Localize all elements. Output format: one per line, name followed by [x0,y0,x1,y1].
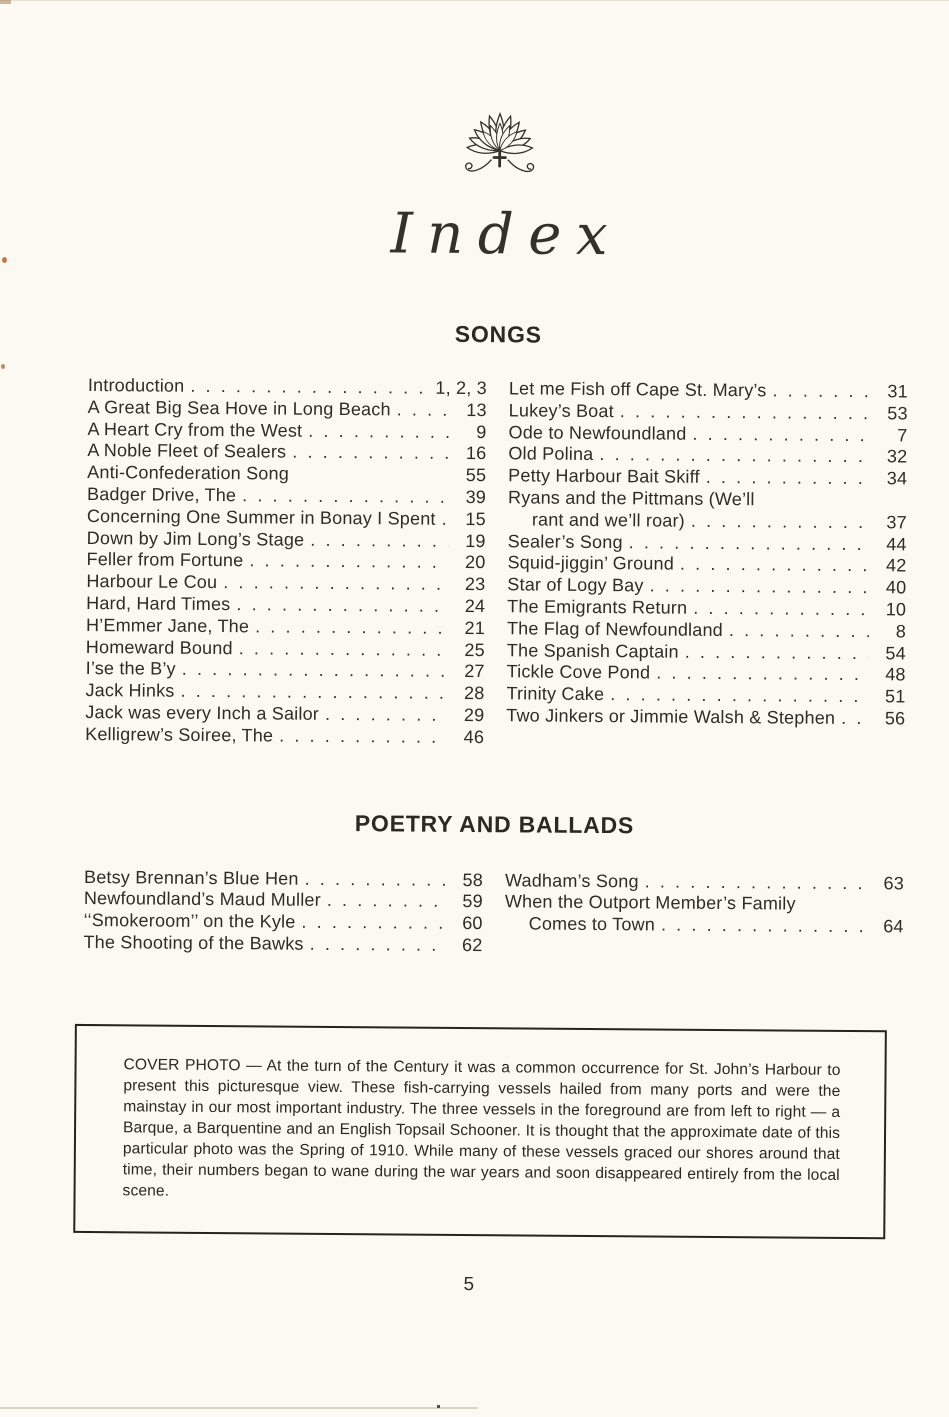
entry-page-number: 19 [454,530,486,552]
leader-dots [305,868,447,891]
entry-page-number: 55 [454,465,486,487]
index-entry [86,549,485,574]
entry-title: Petty Harbour Bait Skiff [508,465,700,488]
entry-title: H’Emmer Jane, The [86,615,249,638]
poetry-column-left [83,867,483,957]
entry-page-number: 44 [875,534,907,556]
index-entry [86,658,485,683]
leader-dots [772,380,871,403]
index-entry [507,553,906,578]
entry-page-number: 51 [873,686,905,708]
leader-dots [279,725,447,748]
entry-title: A Heart Cry from the West [87,419,302,442]
entry-page-number: 39 [454,487,486,509]
entry-title: Comes to Town [505,913,655,936]
leader-dots [442,509,449,531]
index-entry [506,683,905,708]
entry-page-number: 23 [453,574,485,596]
poetry-section-heading: POETRY AND BALLADS [84,808,904,841]
leader-dots [680,554,870,577]
index-entry [87,484,486,509]
entry-page-number: 37 [875,512,907,534]
index-entry [87,462,486,487]
leader-dots [629,532,870,556]
songs-column-left [85,375,487,749]
leader-dots [292,442,449,465]
entry-title: Ryans and the Pittmans (We’ll [508,487,755,511]
entry-title: Ode to Newfoundland [508,422,686,445]
entry-title: Let me Fish off Cape St. Mary’s [509,378,767,402]
songs-column-right [506,378,908,752]
entry-title: Newfoundland’s Maud Muller [84,888,321,912]
entry-title: Squid-jiggin’ Ground [507,553,674,576]
scan-speck [2,257,7,263]
scan-bottom-edge [0,1407,478,1409]
entry-title: ‘‘Smokeroom’’ on the Kyle [84,910,296,933]
leader-dots [190,376,430,400]
entry-title: Hard, Hard Times [86,593,230,616]
scan-corner-speck [0,0,11,4]
index-entry [509,400,908,425]
leader-dots [301,912,445,935]
entry-title: Tickle Cove Pond [507,662,651,685]
leader-dots [693,598,869,621]
entry-title: Homeward Bound [86,637,233,660]
leader-dots [255,616,448,639]
entry-title: When the Outport Member’s Family [505,892,796,916]
index-entry [84,867,483,892]
entry-title: Trinity Cake [506,683,604,706]
entry-title: Old Polina [508,444,593,466]
entry-page-number: 60 [451,913,483,935]
index-entry [85,680,484,705]
leader-dots [180,681,447,705]
entry-title: The Shooting of the Bawks [83,932,303,956]
leader-dots [645,871,867,895]
entry-title: Betsy Brennan’s Blue Hen [84,867,299,890]
entry-title: Two Jinkers or Jimmie Walsh & Stephen [506,705,835,729]
entry-title: I’se the B’y [86,658,176,681]
songs-section-heading: SONGS [88,318,908,351]
leader-dots [661,915,867,938]
cover-photo-note-box [73,1024,887,1239]
entry-title: The Emigrants Return [507,596,687,619]
entry-page-number: 64 [872,916,904,938]
page-number: 5 [59,1271,879,1299]
index-entry [507,618,906,643]
page-content [81,0,911,1299]
scan-bottom-dot [437,1405,440,1408]
entry-page-number: 46 [452,727,484,749]
index-entry [505,870,904,895]
entry-title: Star of Logy Bay [507,574,643,597]
leader-dots [620,401,871,425]
entry-title: Concerning One Summer in Bonay I Spent [87,506,436,531]
entry-page-number: 32 [875,447,907,469]
entry-title: Jack was every Inch a Sailor [85,702,319,726]
index-entry [87,419,486,444]
entry-page-number: 34 [875,468,907,490]
entry-page-number: 58 [451,869,483,891]
leader-dots [242,485,449,508]
leader-dots [327,890,446,913]
poetry-index [83,867,904,961]
entry-title: Badger Drive, The [87,484,236,507]
leader-dots [599,444,870,468]
index-entry [86,615,485,640]
leader-dots [236,594,448,617]
entry-page-number: 42 [874,556,906,578]
leader-dots [223,572,448,596]
index-entry [84,910,483,935]
page-title: Index [89,199,909,270]
leader-dots [182,659,448,683]
entry-page-number: 29 [452,705,484,727]
index-entry [88,397,487,422]
entry-page-number: 21 [453,618,485,640]
entry-page-number: 48 [874,665,906,687]
index-entry [507,662,906,687]
entry-page-number: 15 [454,509,486,531]
poetry-column-right [504,870,904,960]
thistle-ornament-icon [454,76,545,193]
entry-title: Feller from Fortune [86,549,243,572]
leader-dots [397,399,450,421]
leader-dots [610,684,868,708]
entry-title: The Flag of Newfoundland [507,618,723,641]
entry-page-number: 8 [874,621,906,643]
entry-title: Down by Jim Long’s Stage [87,528,305,552]
entry-page-number: 53 [876,403,908,425]
entry-title: Introduction [88,375,185,398]
index-entry [86,593,485,618]
entry-title: Harbour Le Cou [86,571,217,594]
index-entry [86,571,485,596]
index-entry [508,487,907,512]
entry-page-number: 31 [876,381,908,403]
entry-title: Sealer’s Song [508,531,623,554]
index-entry [88,375,487,400]
entry-page-number: 62 [450,935,482,957]
leader-dots [692,423,870,446]
leader-dots [295,480,449,481]
index-entry [85,724,484,749]
leader-dots [729,620,869,643]
entry-page-number: 63 [872,873,904,895]
entry-page-number: 54 [874,643,906,665]
index-entry [508,444,907,469]
index-entry [87,528,486,553]
leader-dots [325,704,447,727]
entry-page-number: 25 [453,639,485,661]
index-entry [509,378,908,403]
entry-page-number: 28 [452,683,484,705]
index-entry [505,892,904,917]
entry-page-number: 24 [453,596,485,618]
index-entry [87,506,486,531]
leader-dots [308,420,449,443]
leader-dots [239,638,448,661]
index-entry [507,640,906,665]
leader-dots [310,934,446,957]
index-entry [83,932,482,957]
entry-title: Lukey’s Boat [509,400,614,423]
entry-title: Wadham’s Song [505,870,639,893]
index-entry [507,596,906,621]
leader-dots [650,576,870,600]
entry-title: A Great Big Sea Hove in Long Beach [88,397,391,421]
entry-page-number: 1, 2, 3 [435,378,487,400]
leader-dots [656,663,869,686]
leader-dots [691,511,870,534]
leader-dots [685,641,869,664]
entry-page-number: 59 [451,891,483,913]
entry-title: Jack Hinks [85,680,174,702]
entry-page-number: 27 [453,661,485,683]
entry-page-number: 56 [873,708,905,730]
index-entry [508,531,907,556]
leader-dots [761,505,870,506]
leader-dots [802,910,867,911]
scan-speck [1,364,5,369]
entry-page-number: 16 [454,443,486,465]
index-entry [508,509,907,534]
entry-page-number: 40 [874,577,906,599]
entry-title: Anti-Confederation Song [87,462,289,485]
leader-dots [310,529,449,552]
index-entry [507,574,906,599]
songs-index [85,375,908,752]
entry-page-number: 7 [875,425,907,447]
index-entry [86,637,485,662]
index-entry [85,702,484,727]
leader-dots [841,708,868,730]
index-entry [505,913,904,938]
leader-dots [706,467,871,490]
entry-title: A Noble Fleet of Sealers [87,440,286,463]
index-entry [508,465,907,490]
entry-title: The Spanish Captain [507,640,679,663]
scan-top-edge [0,0,949,1]
leader-dots [249,551,448,574]
index-entry [506,705,905,730]
entry-title: rant and we’ll roar) [508,509,685,532]
entry-page-number: 13 [455,400,487,422]
index-entry [508,422,907,447]
entry-page-number: 20 [453,552,485,574]
index-entry [84,888,483,913]
index-entry [87,440,486,465]
entry-title: Kelligrew’s Soiree, The [85,724,273,747]
entry-page-number: 10 [874,599,906,621]
entry-page-number: 9 [454,421,486,443]
cover-photo-note: COVER PHOTO — At the turn of the Century it was a common occurrence for St. John’s Harbour to present this picturesque view. These fish-carrying vessels hailed from many ports and were the mainstay in our most important industry. The three vessels in the foreground are from left to right — a Barque, a Barquentine and an English Topsail Schooner. It is thought that the approximate date of this particular photo was the Spring of 1910. While many of these vessels graced our shores around that time, their numbers began to wane during the war years and soon disappeared entirely from the local scene. [122,1054,840,1207]
